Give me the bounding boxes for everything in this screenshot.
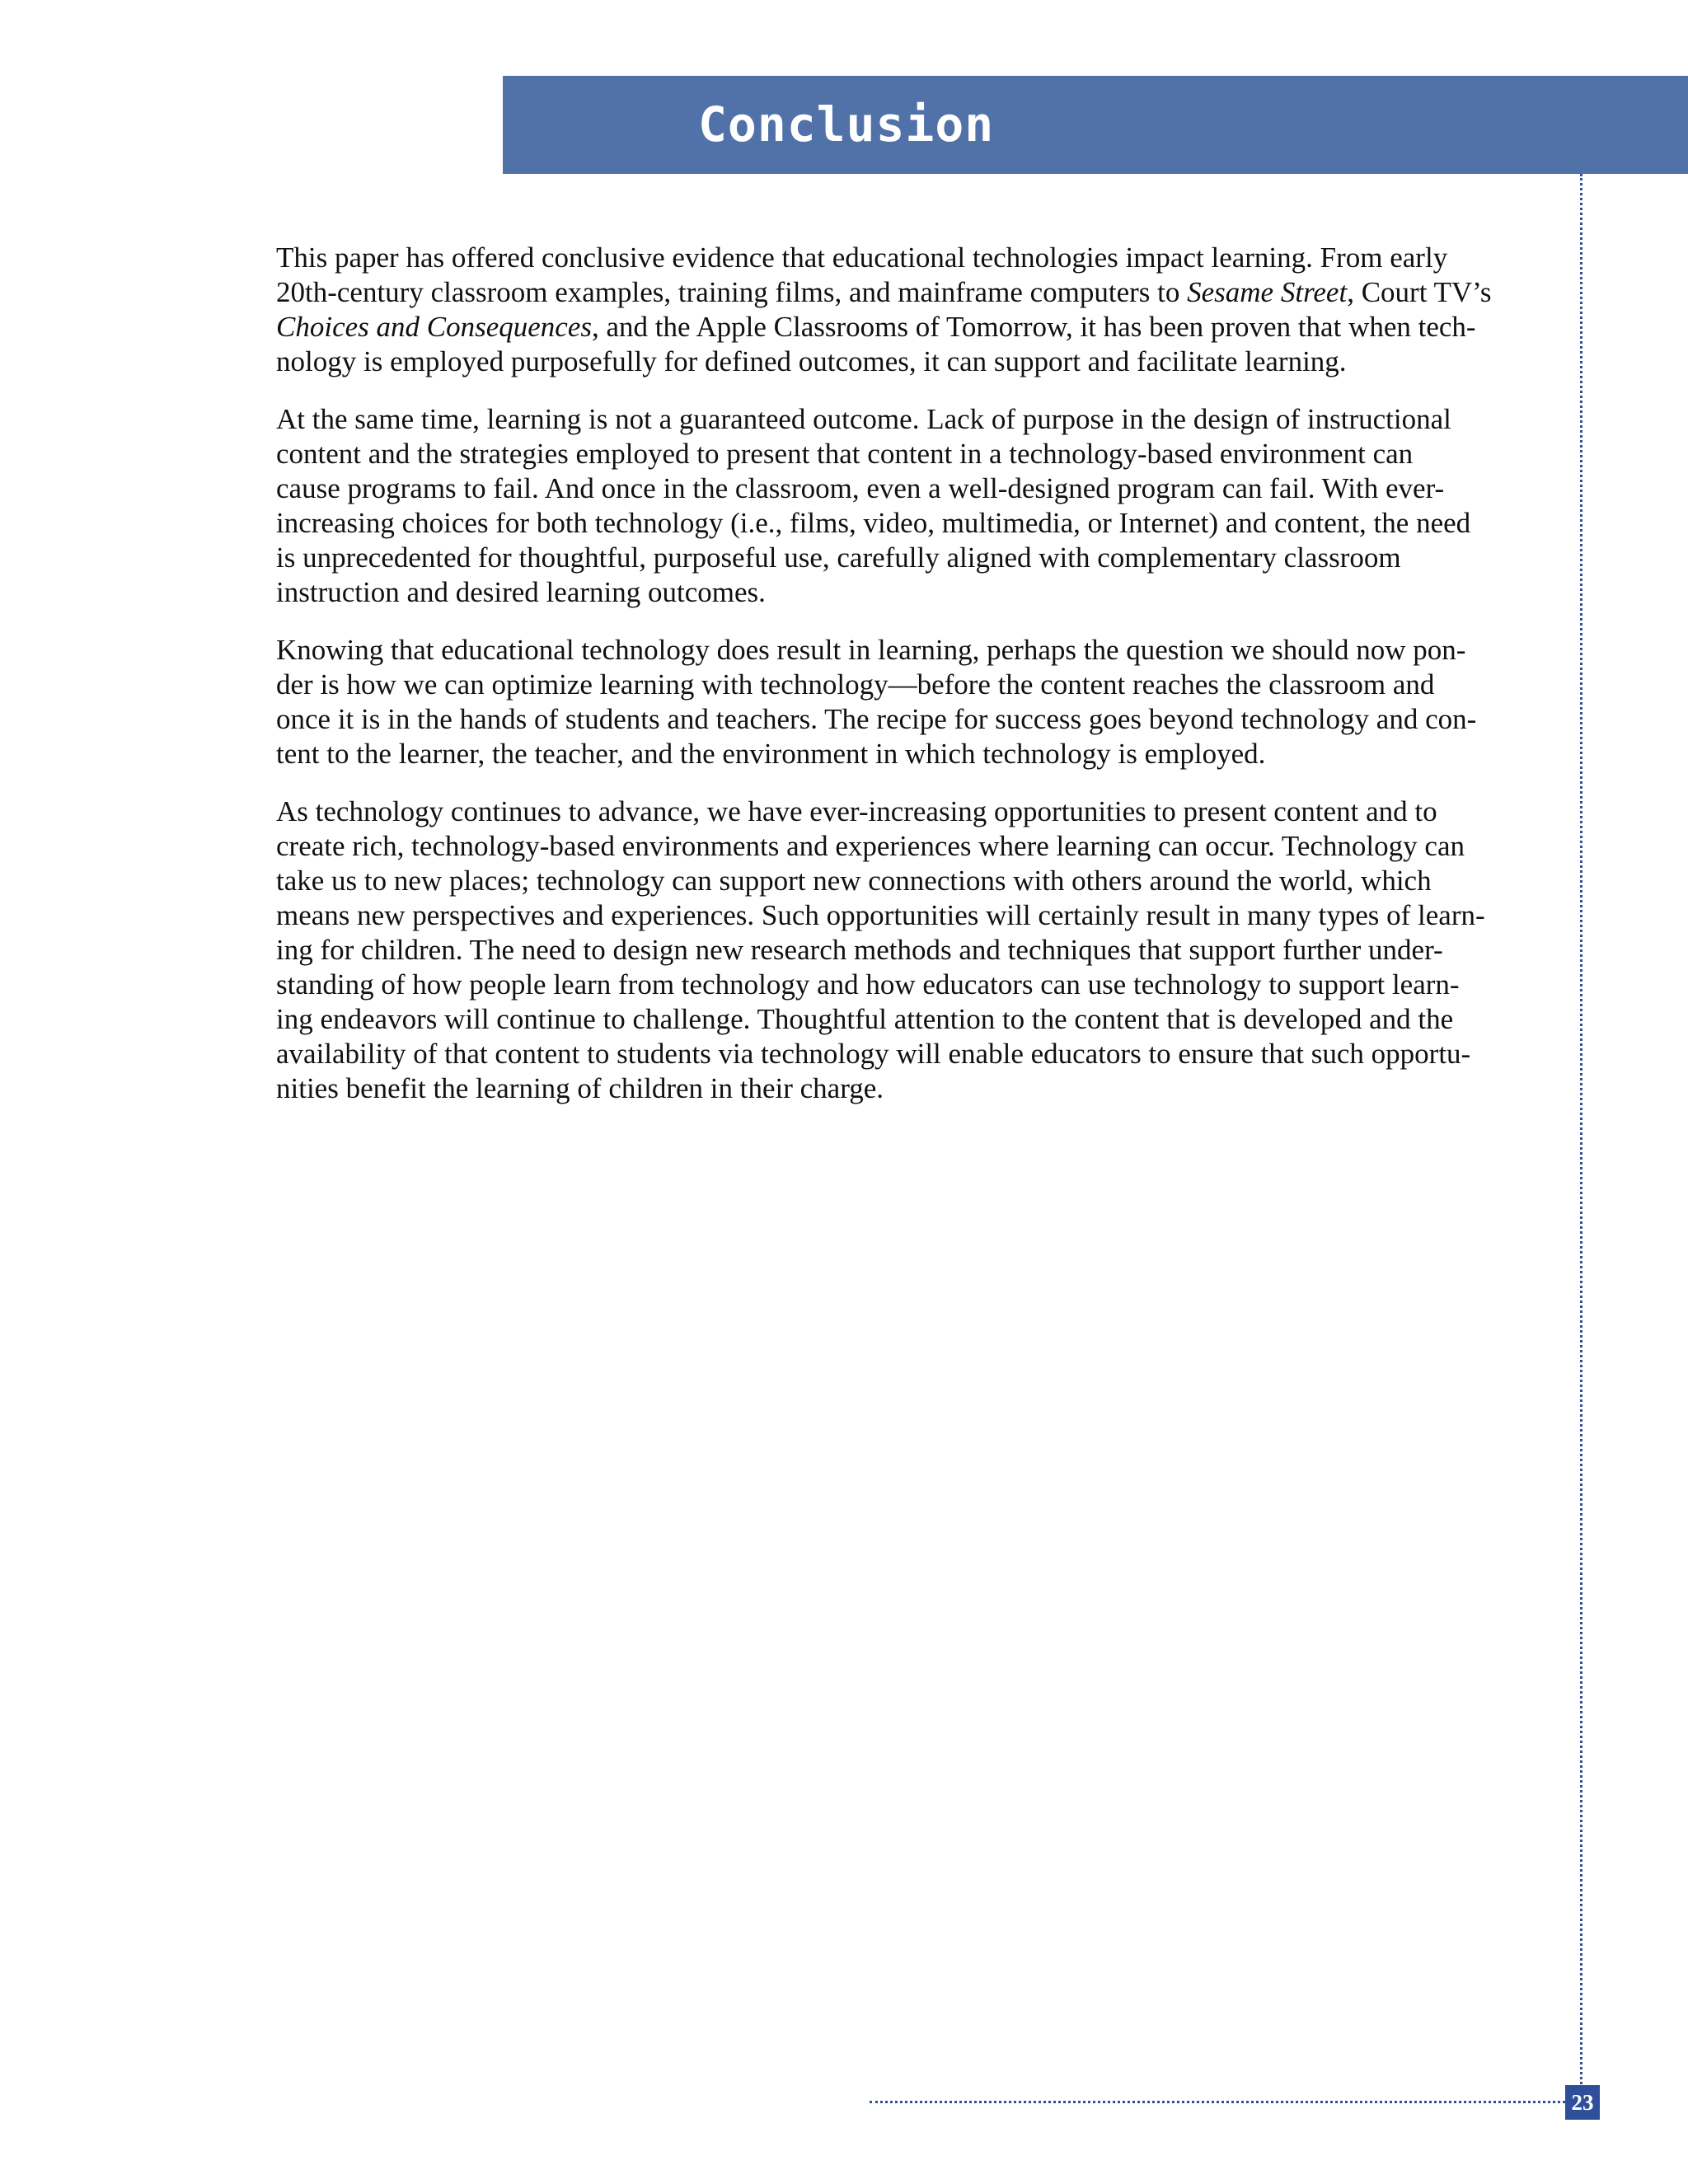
text-line: ing endeavors will continue to challenge. Thoughtful attention to the content that is developed and the	[276, 1003, 1454, 1035]
horizontal-dotted-rule	[870, 2101, 1565, 2103]
text-line: This paper has offered conclusive evidence that educational technologies impact learning. From early	[276, 241, 1448, 274]
page-number: 23	[1565, 2085, 1600, 2120]
text-line: der is how we can optimize learning with technology—before the content reaches the classroom and	[276, 668, 1435, 701]
text-line: nology is employed purposefully for defined outcomes, it can support and facilitate learning.	[276, 345, 1347, 377]
text-line: means new perspectives and experiences. Such opportunities will certainly result in many types of learn-	[276, 899, 1485, 931]
text-line: is unprecedented for thoughtful, purposeful use, carefully aligned with complementary classroom	[276, 541, 1401, 574]
text-line: once it is in the hands of students and teachers. The recipe for success goes beyond technology and con-	[276, 703, 1477, 735]
paragraph	[276, 402, 1471, 610]
italic-title: Sesame Street	[1187, 276, 1348, 308]
vertical-dotted-rule	[1580, 174, 1582, 2084]
text-line: nities benefit the learning of children in their charge.	[276, 1072, 884, 1104]
italic-title: Choices and Consequences	[276, 311, 592, 343]
page-title: Conclusion	[698, 96, 995, 152]
text-line: take us to new places; technology can support new connections with others around the world, which	[276, 865, 1432, 897]
text-line: ing for children. The need to design new research methods and techniques that support further under-	[276, 934, 1443, 966]
text-line: increasing choices for both technology (i.e., films, video, multimedia, or Internet) and content, the need	[276, 507, 1471, 539]
paragraph	[276, 241, 1492, 379]
header-bar	[503, 76, 1688, 174]
text-line: Knowing that educational technology does result in learning, perhaps the question we should now pon-	[276, 634, 1466, 666]
text-segment: , Court TV’s	[1347, 276, 1492, 308]
paragraph	[276, 633, 1477, 771]
text-segment: 20th-century classroom examples, training films, and mainframe computers to	[276, 276, 1188, 308]
text-line: As technology continues to advance, we have ever-increasing opportunities to present content and to	[276, 795, 1437, 827]
text-line	[276, 310, 1476, 344]
text-line: cause programs to fail. And once in the classroom, even a well-designed program can fail. With ever-	[276, 472, 1445, 504]
text-line: standing of how people learn from technology and how educators can use technology to support learn-	[276, 968, 1460, 1001]
text-line	[276, 275, 1492, 310]
text-line: tent to the learner, the teacher, and the environment in which technology is employed.	[276, 738, 1266, 770]
body-text	[276, 241, 1492, 1129]
text-line: instruction and desired learning outcomes.	[276, 576, 766, 608]
text-line: content and the strategies employed to present that content in a technology-based environment can	[276, 438, 1414, 470]
text-segment: , and the Apple Classrooms of Tomorrow, it has been proven that when tech-	[591, 311, 1476, 343]
text-line: availability of that content to students via technology will enable educators to ensure that such opportu-	[276, 1038, 1471, 1070]
paragraph	[276, 794, 1485, 1106]
text-line: create rich, technology-based environments and experiences where learning can occur. Technology can	[276, 830, 1465, 862]
text-line: At the same time, learning is not a guaranteed outcome. Lack of purpose in the design of instructional	[276, 403, 1451, 435]
